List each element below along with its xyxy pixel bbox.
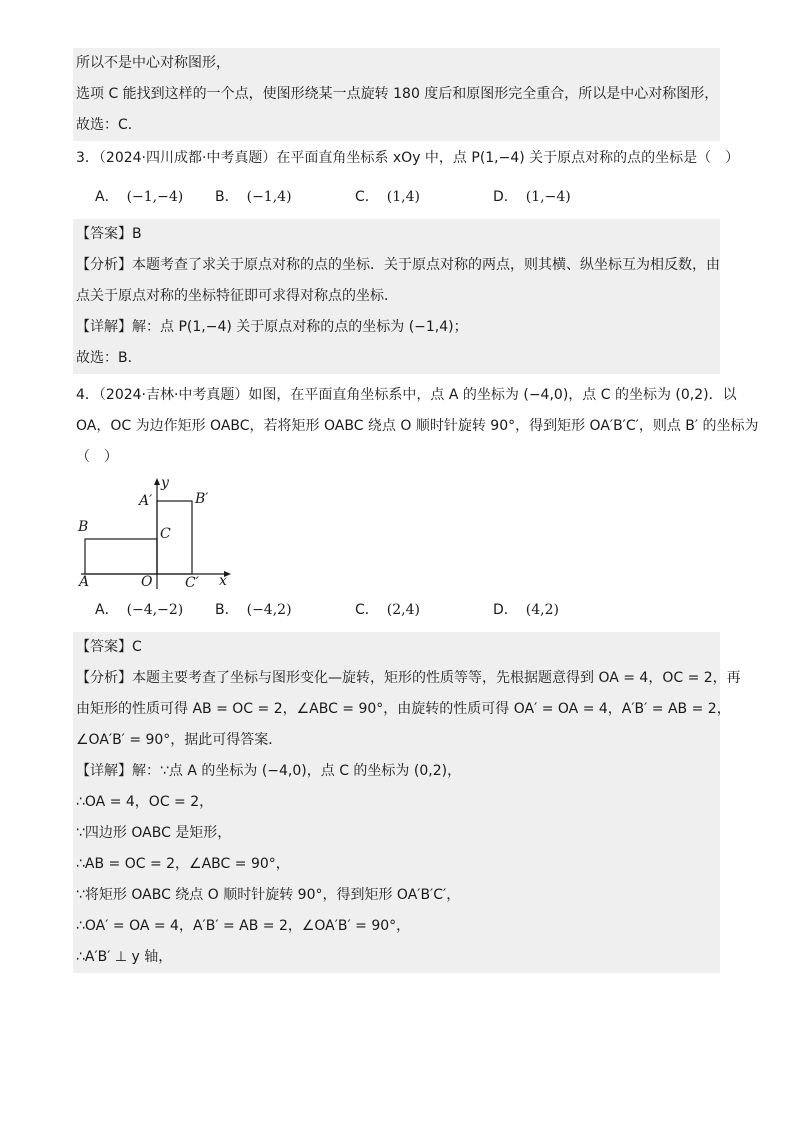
option-value: (2,4) [386, 602, 420, 618]
document-page [73, 48, 759, 973]
rectangle-oabc [85, 539, 157, 574]
label-y: y [161, 475, 169, 491]
q4-stem-line-1: 4．（2024·吉林·中考真题）如图，在平面直角坐标系中，点 A 的坐标为 (−4,0)，点 C 的坐标为 (0,2)．以 [76, 387, 737, 403]
option-value: (−4,−2) [126, 602, 184, 618]
q4-analysis-line-1: 【分析】本题主要考查了坐标与图形变化—旋转，矩形的性质等等，先根据题意得到 OA = 4，OC = 2，再 [73, 663, 720, 694]
q3-stem: 3．（2024·四川成都·中考真题）在平面直角坐标系 xOy 中，点 P(1,−4) 关于原点对称的点的坐标是（ ） [76, 150, 740, 166]
q3-analysis-line-2: 点关于原点对称的坐标特征即可求得对称点的坐标． [73, 281, 720, 312]
q4-detail-line-1: 【详解】解：∵点 A 的坐标为 (−4,0)，点 C 的坐标为 (0,2)， [73, 756, 720, 787]
option-value: (1,4) [386, 189, 420, 205]
option-label: B． [215, 602, 239, 618]
q3-option-c[interactable] [355, 182, 493, 213]
option-value: (−4,2) [246, 602, 292, 618]
label-x: x [219, 573, 227, 589]
q4-stem-line-3: （ ） [76, 449, 118, 465]
label-b: B [78, 519, 89, 535]
q4-option-d[interactable] [493, 595, 559, 626]
option-label: A． [95, 189, 119, 205]
q4-detail-line-6: ∴OA′ = OA = 4，A′B′ = AB = 2，∠OA′B′ = 90°， [73, 911, 720, 942]
y-axis-arrow [154, 478, 160, 485]
q4-detail-line-5: ∵将矩形 OABC 绕点 O 顺时针旋转 90°，得到矩形 OA′B′C′， [73, 880, 720, 911]
q4-figure [73, 473, 720, 595]
coordinate-figure [73, 473, 253, 595]
label-c-prime: C′ [185, 575, 199, 591]
q2-solution-line-1: 所以不是中心对称图形， [73, 48, 720, 79]
q3-answer: 【答案】B [73, 219, 720, 250]
q4-option-a[interactable] [73, 595, 215, 626]
label-o: O [141, 574, 153, 590]
q4-detail-line-2: ∴OA = 4，OC = 2， [73, 787, 720, 818]
option-value: (1,−4) [525, 189, 571, 205]
q4-options [73, 595, 720, 626]
q4-answer: 【答案】C [73, 632, 720, 663]
q4-option-c[interactable] [355, 595, 493, 626]
q3-option-d[interactable] [493, 182, 571, 213]
label-b-prime: B′ [195, 491, 209, 507]
label-a: A [79, 574, 90, 590]
q2-solution-choice: 故选：C． [73, 110, 720, 141]
option-value: (4,2) [525, 602, 559, 618]
option-label: D． [493, 602, 518, 618]
option-label: D． [493, 189, 518, 205]
q4-detail-line-3: ∵四边形 OABC 是矩形， [73, 818, 720, 849]
q3-options [73, 182, 720, 213]
label-c: C [160, 526, 171, 542]
q4-detail-line-7: ∴A′B′ ⊥ y 轴， [73, 942, 720, 973]
q3-detail: 【详解】解：点 P(1,−4) 关于原点对称的点的坐标为 (−1,4)； [73, 312, 720, 343]
q4-analysis-line-2: 由矩形的性质可得 AB = OC = 2，∠ABC = 90°，由旋转的性质可得 OA′ = OA = 4，A′B′ = AB = 2， [73, 694, 720, 725]
option-value: (−1,−4) [126, 189, 184, 205]
q4-analysis-line-3: ∠OA′B′ = 90°，据此可得答案． [73, 725, 720, 756]
q4-option-b[interactable] [215, 595, 355, 626]
q4-detail-line-4: ∴AB = OC = 2，∠ABC = 90°， [73, 849, 720, 880]
q3-analysis-line-1: 【分析】本题考查了求关于原点对称的点的坐标．关于原点对称的两点，则其横、纵坐标互为相反数，由 [73, 250, 720, 281]
option-label: B． [215, 189, 239, 205]
q3-option-b[interactable] [215, 182, 355, 213]
q4-stem-line-2: OA，OC 为边作矩形 OABC，若将矩形 OABC 绕点 O 顺时针旋转 90°，得到矩形 OA′B′C′，则点 B′ 的坐标为 [76, 418, 759, 434]
option-label: C． [355, 189, 379, 205]
option-label: C． [355, 602, 379, 618]
q3-option-a[interactable] [73, 182, 215, 213]
label-a-prime: A′ [139, 493, 153, 509]
q2-solution-line-2: 选项 C 能找到这样的一个点，使图形绕某一点旋转 180 度后和原图形完全重合，所以是中心对称图形， [73, 79, 720, 110]
option-label: A． [95, 602, 119, 618]
q3-choice: 故选：B． [73, 343, 720, 374]
option-value: (−1,4) [246, 189, 292, 205]
